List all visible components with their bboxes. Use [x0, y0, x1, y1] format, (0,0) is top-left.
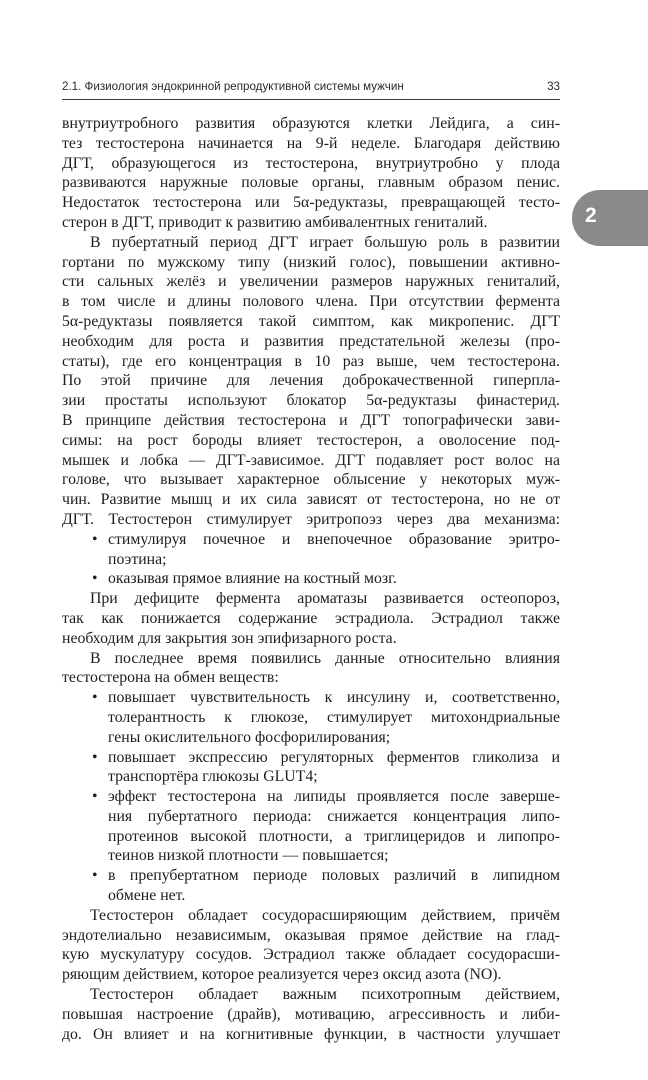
text-line: так как понижается содержание эстрадиола. Эстрадиол также	[62, 609, 560, 627]
chapter-tab	[572, 190, 648, 246]
text-line: сти сальных желёз и увеличении размеров наружных гениталий,	[62, 273, 560, 291]
bullet-text: эффект тестостерона на липиды проявляется после заверше-	[108, 788, 560, 806]
text-line: ДГТ, образующегося из тестостерона, внутриутробно у плода	[62, 154, 560, 172]
bullet-continuation: протеинов высокой плотности, а триглицеридов и липопро-	[108, 827, 560, 845]
bullet-marker: •	[92, 689, 98, 707]
text-line: 5α-редуктазы появляется такой симптом, как микропенис. ДГТ	[62, 312, 560, 330]
text-line: необходим для роста и развития предстательной железы (про-	[62, 332, 560, 350]
bullet-item	[62, 787, 560, 807]
text-line: мышек и лобка — ДГТ-зависимое. ДГТ подавляет рост волос на	[62, 451, 560, 469]
text-line: повышая настроение (драйв), мотивацию, агрессивность и либи-	[62, 1005, 560, 1023]
bullet-item	[62, 748, 560, 768]
running-header	[62, 80, 560, 94]
bullet-text: оказывая прямое влияние на костный мозг.	[108, 570, 397, 588]
bullet-marker: •	[92, 788, 98, 806]
page-number: 33	[547, 80, 560, 93]
bullet-marker: •	[92, 570, 98, 588]
text-line: в том числе и длины полового члена. При отсутствии фермента	[62, 293, 560, 311]
bullet-continuation: обмене нет.	[108, 887, 186, 905]
bullet-text: стимулируя почечное и внепочечное образование эритро-	[108, 530, 560, 548]
bullet-continuation: гены окислительного фосфорилирования;	[108, 728, 391, 746]
text-line: В пубертатный период ДГТ играет большую роль в развитии	[90, 233, 560, 251]
text-line: ряющим действием, которое реализуется через оксид азота (NO).	[62, 966, 502, 984]
running-header-title: 2.1. Физиология эндокринной репродуктивной системы мужчин	[62, 80, 404, 93]
bullet-continuation: толерантность к глюкозе, стимулирует митохондриальные	[108, 708, 560, 726]
bullet-item	[62, 530, 560, 550]
text-line: ДГТ. Тестостерон стимулирует эритропоэз через два механизма:	[62, 510, 560, 528]
chapter-tab-number: 2	[585, 204, 597, 227]
text-line: тез тестостерона начинается на 9-й неделе. Благодаря действию	[62, 134, 560, 152]
text-line: В принципе действия тестостерона и ДГТ топографически зави-	[62, 411, 560, 429]
text-line: внутриутробного развития образуются клетки Лейдига, а син-	[62, 115, 560, 132]
bullet-marker: •	[92, 867, 98, 885]
text-line: зии простаты используют блокатор 5α-редуктазы финастерид.	[62, 392, 560, 410]
body-text	[62, 114, 560, 1044]
text-line: кую мускулатуру сосудов. Эстрадиол также обладает сосудорасши-	[62, 946, 560, 964]
header-rule	[62, 99, 560, 100]
text-line: При дефиците фермента ароматазы развивается остеопороз,	[90, 590, 560, 608]
text-line: Тестостерон обладает сосудорасширяющим действием, причём	[90, 906, 560, 924]
text-line: развиваются наружные половые органы, главным образом пенис.	[62, 174, 560, 192]
text-line: симы: на рост бороды влияет тестостерон, а оволосение под-	[62, 431, 560, 449]
bullet-marker: •	[92, 748, 98, 766]
text-line: По этой причине для лечения доброкачественной гиперпла-	[62, 372, 560, 390]
text-line: до. Он влияет и на когнитивные функции, в частности улучшает	[62, 1025, 560, 1043]
text-line: стерон в ДГТ, приводит к развитию амбивалентных гениталий.	[62, 213, 488, 231]
text-line: чин. Развитие мышц и их сила зависят от тестостерона, но не от	[62, 491, 560, 509]
bullet-continuation: ния пубертатного периода: снижается концентрация липо-	[108, 807, 560, 825]
bullet-text: повышает чувствительность к инсулину и, соответственно,	[108, 689, 560, 707]
text-line: статы), где его концентрация в 10 раз выше, чем тестостерона.	[62, 352, 560, 370]
bullet-item	[62, 688, 560, 708]
bullet-item	[62, 569, 560, 589]
text-line: тестостерона на обмен веществ:	[62, 669, 279, 687]
bullet-text: в препубертатном периоде половых различий в липидном	[108, 867, 560, 885]
bullet-item	[62, 866, 560, 886]
bullet-continuation: поэтина;	[108, 550, 167, 568]
text-line: Недостаток тестостерона или 5α-редуктазы, превращающей тесто-	[62, 194, 560, 212]
bullet-continuation: теинов низкой плотности — повышается;	[108, 847, 389, 865]
text-line: эндотелиально независимым, оказывая прямое действие на глад-	[62, 926, 560, 944]
text-line: необходим для закрытия зон эпифизарного роста.	[62, 629, 397, 647]
bullet-marker: •	[92, 530, 98, 548]
text-line: гортани по мужскому типу (низкий голос), повышении активно-	[62, 253, 560, 271]
text-line: голове, что вызывает характерное облысение у некоторых муж-	[62, 471, 560, 489]
bullet-text: повышает экспрессию регуляторных ферментов гликолиза и	[108, 748, 560, 766]
bullet-continuation: транспортёра глюкозы GLUT4;	[108, 768, 318, 786]
text-line: Тестостерон обладает важным психотропным действием,	[90, 986, 560, 1004]
text-line: В последнее время появились данные относительно влияния	[90, 649, 560, 667]
